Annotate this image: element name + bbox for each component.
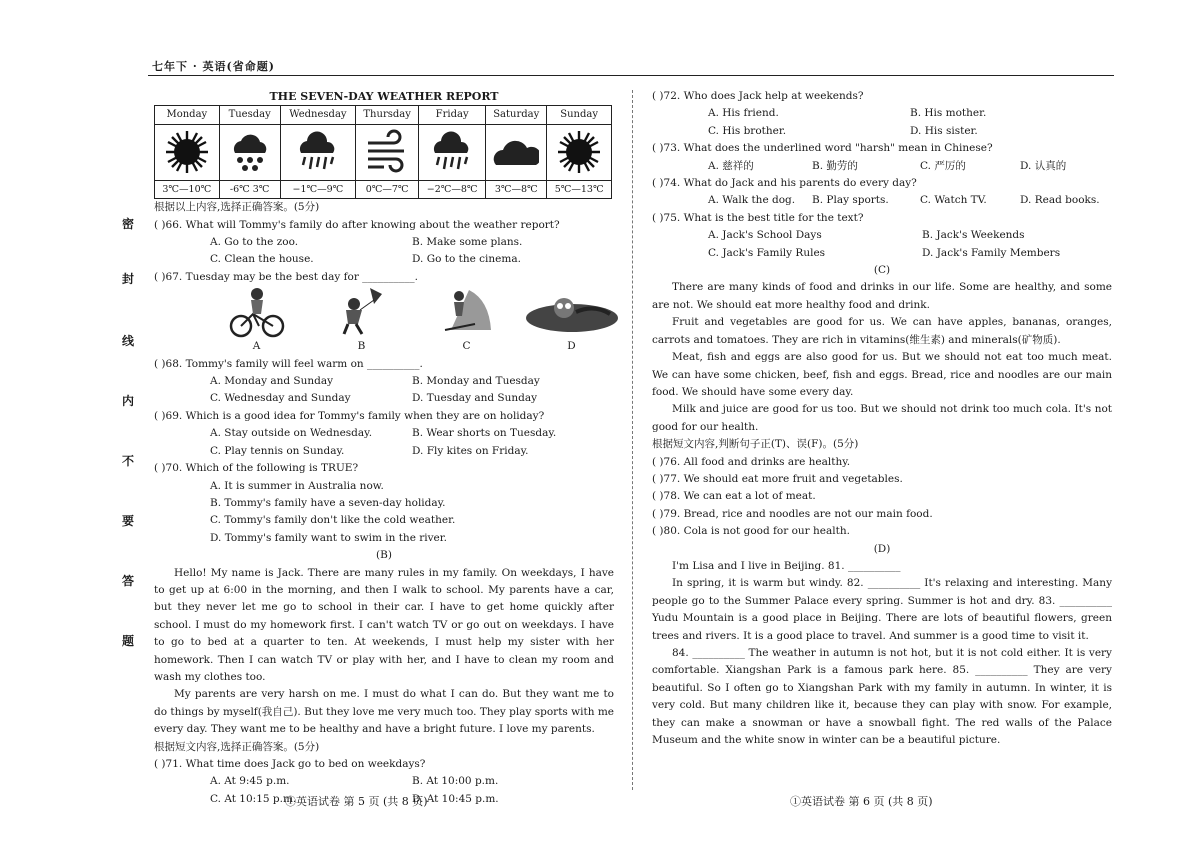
option: C. Clean the house. bbox=[210, 253, 314, 266]
option: D. Fly kites on Friday. bbox=[412, 444, 529, 457]
tf-question-77: ( )77. We should eat more fruit and vegetables. bbox=[652, 472, 903, 485]
option: B. At 10:00 p.m. bbox=[412, 775, 499, 788]
option: C. Watch TV. bbox=[920, 194, 987, 207]
option: D. Go to the cinema. bbox=[412, 253, 521, 266]
passage-d-paragraph: 84. __________ The weather in autumn is not hot, but it is not cold either. It is very comfortable. Xiangshan Park is a famous park here. 85. __________ They are very beautiful. So I often go to Xiangshan Park with my family in autumn. In winter, it is very cold. But many children like it, because they can play with snow. For example, they can make a snowman or have a snowball fight. The red walls of the Palace Museum and the white snow in winter can be a beautiful picture. bbox=[652, 647, 1112, 747]
question-71: ( )71. What time does Jack go to bed on weekdays? bbox=[154, 758, 426, 770]
option: B. Jack's Weekends bbox=[922, 229, 1025, 242]
passage-b-paragraph: Hello! My name is Jack. There are many rules in my family. On weekdays, I have to get up at 6:00 in the morning, and then I walk to school. My parents have a car, but they never let me go to school in their car. I have to get home quickly after school. I must do my homework first. I can't watch TV or go out on weekdays. I have to go to bed at a quarter to ten. At weekends, I must help my sister with her homework. Then I can watch TV or play with her, and I have to clean my room and wash my clothes too. bbox=[154, 566, 614, 683]
option: D. Tommy's family want to swim in the river. bbox=[210, 531, 447, 544]
option: A. Go to the zoo. bbox=[210, 236, 299, 249]
question-75: ( )75. What is the best title for the text? bbox=[652, 211, 864, 224]
question-69: ( )69. Which is a good idea for Tommy's family when they are on holiday? bbox=[154, 409, 545, 422]
option: B. Tommy's family have a seven-day holiday. bbox=[210, 496, 446, 509]
question-67: ( )67. Tuesday may be the best day for __________. bbox=[154, 270, 419, 283]
seal-char: 题 bbox=[122, 634, 135, 648]
option: C. Jack's Family Rules bbox=[708, 246, 826, 259]
cycling-boy-icon bbox=[229, 286, 285, 338]
option: A. His friend. bbox=[708, 107, 779, 120]
day-sunday: Sunday bbox=[547, 106, 612, 124]
option: C. His brother. bbox=[708, 124, 787, 137]
option: A. Jack's School Days bbox=[708, 229, 822, 242]
question-73: ( )73. What does the underlined word "harsh" mean in Chinese? bbox=[652, 142, 993, 155]
header-rule bbox=[148, 75, 1114, 76]
sun-icon bbox=[556, 129, 602, 175]
option: D. Tuesday and Sunday bbox=[412, 392, 538, 405]
option: B. 勤劳的 bbox=[812, 159, 858, 172]
temp-thursday: 0℃—7℃ bbox=[356, 180, 419, 198]
option: C. Tommy's family don't like the cold weather. bbox=[210, 514, 456, 527]
option: B. Wear shorts on Tuesday. bbox=[412, 427, 557, 440]
passage-d-paragraph: In spring, it is warm but windy. 82. __________ It's relaxing and interesting. Many people go to the Summer Palace every spring. Summer is hot and dry. 83. __________ Yudu Mountain is a good place in Beijing. There are lots of beautiful flowers, green trees and rivers. It is a good place to travel. And summer is a good time to visit it. bbox=[652, 577, 1112, 642]
instruction-b: 根据短文内容,选择正确答案。(5分) bbox=[154, 740, 320, 753]
option-label: C bbox=[462, 340, 471, 353]
snow-cloud-icon bbox=[227, 129, 273, 175]
seal-char: 封 bbox=[122, 272, 135, 286]
option: B. His mother. bbox=[910, 107, 987, 120]
temp-wednesday: −1℃—9℃ bbox=[280, 180, 356, 198]
wind-icon bbox=[364, 129, 410, 175]
temp-friday: −2℃—8℃ bbox=[419, 180, 486, 198]
seal-char: 密 bbox=[122, 217, 135, 231]
option: B. Monday and Tuesday bbox=[412, 375, 540, 388]
right-column bbox=[652, 88, 1112, 749]
temp-monday: 3℃—10℃ bbox=[155, 180, 220, 198]
option: D. Read books. bbox=[1020, 194, 1100, 207]
option: C. 严厉的 bbox=[920, 159, 966, 172]
section-b-heading: (B) bbox=[376, 549, 392, 562]
rain-cloud-icon bbox=[429, 129, 475, 175]
seal-char: 内 bbox=[122, 394, 135, 408]
option: D. At 10:45 p.m. bbox=[412, 792, 499, 805]
section-d-heading: (D) bbox=[873, 542, 891, 555]
temp-saturday: 3℃—8℃ bbox=[486, 180, 547, 198]
option: D. Jack's Family Members bbox=[922, 246, 1061, 259]
question-72: ( )72. Who does Jack help at weekends? bbox=[652, 90, 864, 102]
section-c-heading: (C) bbox=[873, 264, 891, 277]
sun-icon bbox=[164, 129, 210, 175]
option: A. It is summer in Australia now. bbox=[210, 479, 384, 492]
passage-c-paragraph: Milk and juice are good for us too. But we should not drink too much cola. It's not good for our health. bbox=[652, 403, 1112, 433]
seal-char: 要 bbox=[122, 514, 135, 528]
passage-c-paragraph: Meat, fish and eggs are also good for us. But we should not eat too much meat. We can have some chicken, beef, fish and eggs. Bread, rice and noodles are our main food. We should have some every day. bbox=[652, 351, 1112, 398]
left-column bbox=[154, 88, 614, 808]
option: A. Walk the dog. bbox=[708, 194, 796, 207]
page-footer-left: ①英语试卷 第 5 页 (共 8 页) bbox=[285, 795, 428, 808]
option: D. 认真的 bbox=[1020, 159, 1067, 172]
question-74: ( )74. What do Jack and his parents do every day? bbox=[652, 177, 917, 190]
tf-question-79: ( )79. Bread, rice and noodles are not our main food. bbox=[652, 507, 933, 520]
option: B. Make some plans. bbox=[412, 236, 523, 249]
option: C. Wednesday and Sunday bbox=[210, 392, 351, 405]
weather-table bbox=[154, 105, 612, 199]
cloud-icon bbox=[493, 129, 539, 175]
tf-question-78: ( )78. We can eat a lot of meat. bbox=[652, 490, 816, 503]
day-thursday: Thursday bbox=[356, 106, 419, 124]
instruction-a: 根据以上内容,选择正确答案。(5分) bbox=[154, 201, 320, 214]
kite-flying-boy-icon bbox=[336, 286, 388, 338]
question-68: ( )68. Tommy's family will feel warm on __________. bbox=[154, 357, 423, 370]
option: A. 慈祥的 bbox=[708, 159, 754, 172]
page-header: 七年下 · 英语(省命题) bbox=[152, 60, 275, 73]
option: D. His sister. bbox=[910, 124, 978, 137]
passage-d-paragraph: I'm Lisa and I live in Beijing. 81. __________ bbox=[672, 559, 901, 572]
temp-tuesday: -6℃ 3℃ bbox=[219, 180, 280, 198]
skiing-boy-icon bbox=[439, 286, 495, 338]
option-label: D bbox=[567, 340, 576, 353]
option: A. Monday and Sunday bbox=[210, 375, 334, 388]
option: C. Play tennis on Sunday. bbox=[210, 444, 345, 457]
instruction-c: 根据短文内容,判断句子正(T)、误(F)。(5分) bbox=[652, 438, 859, 451]
seal-char: 不 bbox=[122, 454, 135, 468]
option: A. Stay outside on Wednesday. bbox=[210, 427, 373, 440]
tf-question-80: ( )80. Cola is not good for our health. bbox=[652, 525, 850, 538]
option: A. At 9:45 p.m. bbox=[210, 775, 290, 788]
option-label: B bbox=[357, 340, 366, 353]
question-66: ( )66. What will Tommy's family do after knowing about the weather report? bbox=[154, 218, 560, 231]
option: B. Play sports. bbox=[812, 194, 889, 207]
day-monday: Monday bbox=[155, 106, 220, 124]
seal-char: 答 bbox=[122, 574, 135, 588]
rain-cloud-icon bbox=[295, 129, 341, 175]
tf-question-76: ( )76. All food and drinks are healthy. bbox=[652, 455, 851, 468]
day-tuesday: Tuesday bbox=[219, 106, 280, 124]
option-label: A bbox=[252, 340, 261, 353]
day-friday: Friday bbox=[419, 106, 486, 124]
day-saturday: Saturday bbox=[486, 106, 547, 124]
option: C. At 10:15 p.m. bbox=[210, 792, 297, 805]
seal-char: 线 bbox=[122, 334, 135, 348]
temp-sunday: 5℃—13℃ bbox=[547, 180, 612, 198]
passage-b-paragraph: My parents are very harsh on me. I must do what I can do. But they want me to do things by myself(我自己). But they love me very much too. They play sports with me every day. They want me to be healthy and have a bright future. I love my parents. bbox=[154, 688, 614, 736]
question-70: ( )70. Which of the following is TRUE? bbox=[154, 462, 359, 475]
passage-c-paragraph: There are many kinds of food and drinks in our life. Some are healthy, and some are not. We should eat more healthy food and drink. bbox=[652, 281, 1112, 311]
page-footer-right: ①英语试卷 第 6 页 (共 8 页) bbox=[790, 795, 933, 808]
day-wednesday: Wednesday bbox=[280, 106, 356, 124]
passage-c-paragraph: Fruit and vegetables are good for us. We can have apples, bananas, oranges, carrots and tomatoes. They are rich in vitamins(维生素) and minerals(矿物质). bbox=[652, 316, 1112, 346]
column-divider bbox=[632, 90, 633, 790]
weather-report-title: THE SEVEN-DAY WEATHER REPORT bbox=[269, 90, 499, 103]
q67-pictures bbox=[204, 286, 624, 355]
swimming-boy-icon bbox=[524, 286, 620, 338]
